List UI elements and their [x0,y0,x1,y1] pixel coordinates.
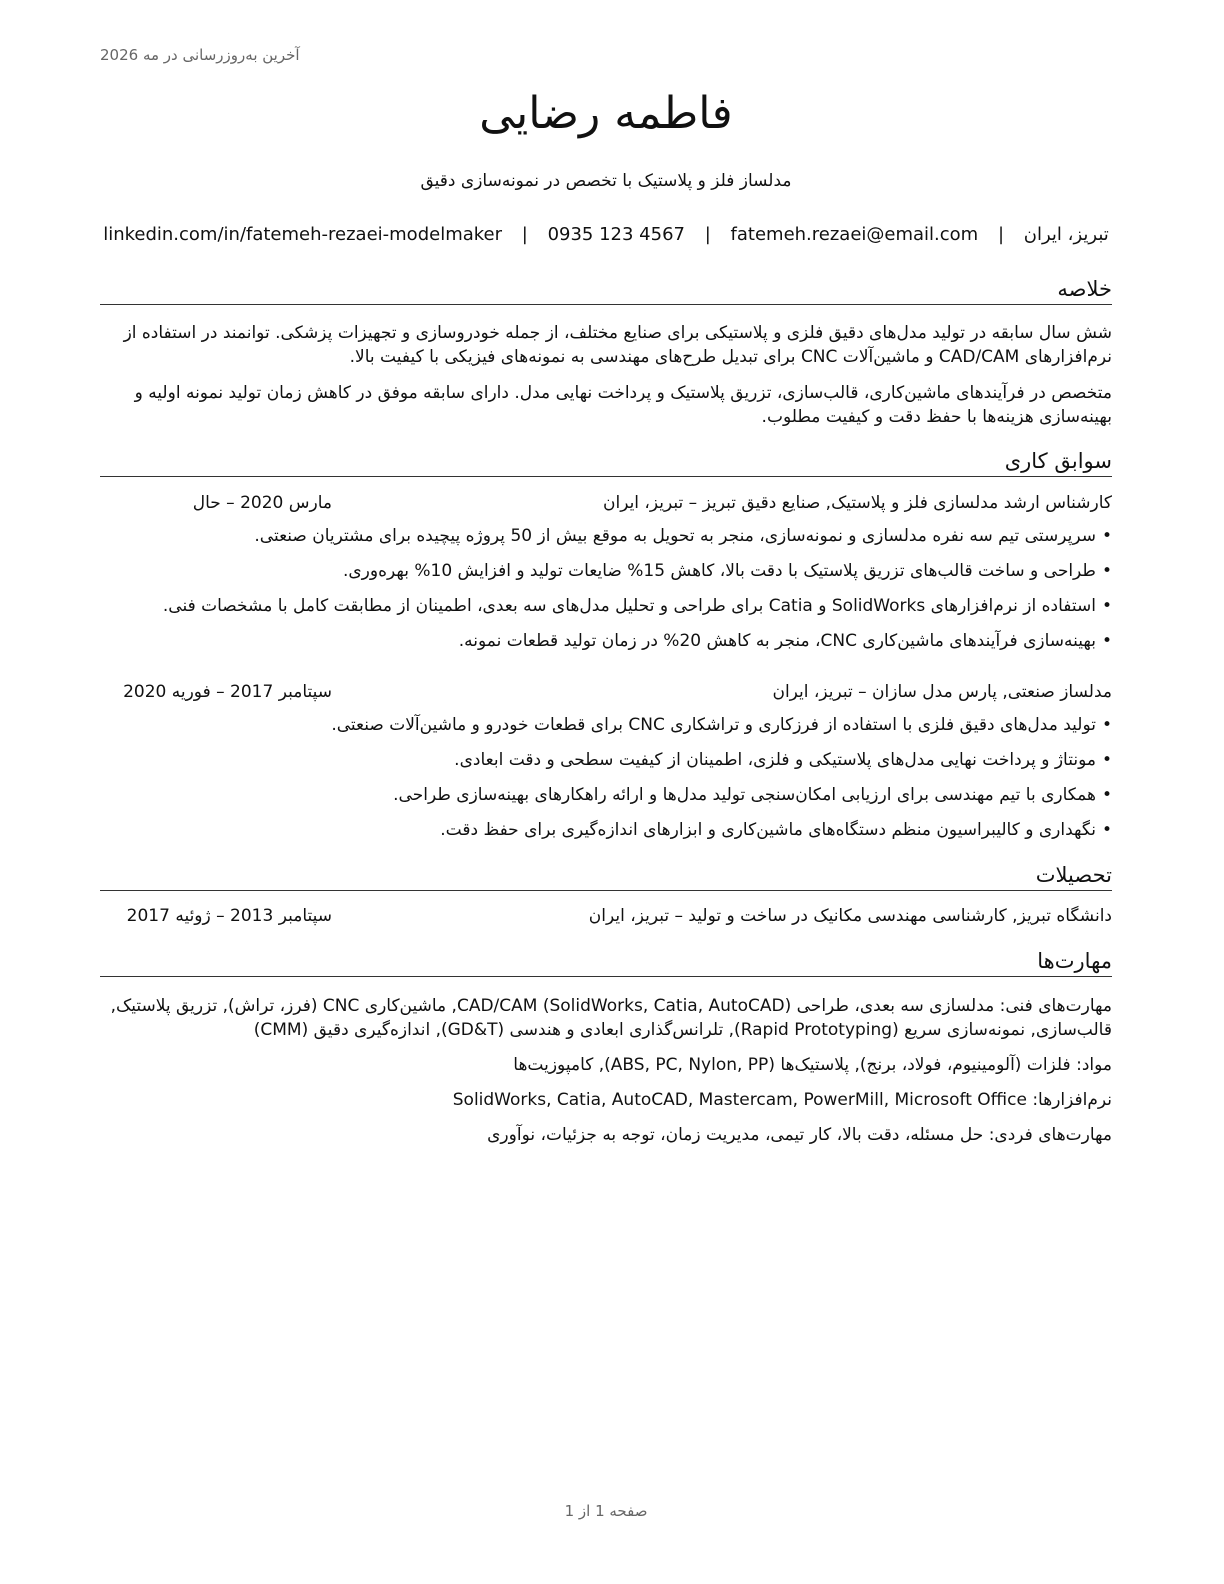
job-header [100,493,1112,519]
job-bullet: • نگهداری و کالیبراسیون منظم دستگاه‌های ماشین‌کاری و ابزارهای اندازه‌گیری برای حفظ دقت. [440,818,1112,842]
resume-page [100,0,1112,1584]
contact-separator: | [997,224,1005,245]
section-title-experience: سوابق کاری [100,448,1112,477]
job-bullet: • مونتاژ و پرداخت نهایی مدل‌های پلاستیکی و فلزی، اطمینان از کیفیت سطحی و دقت ابعادی. [454,748,1112,772]
contact-separator: | [521,224,528,245]
skills-item: مهارت‌های فنی: مدلسازی سه بعدی، طراحی CAD/CAM (SolidWorks, Catia, AutoCAD), ماشین‌کاری CNC (فرز، تراش), تزریق پلاستیک, قالب‌سازی, نمونه‌سازی سریع (Rapid Prototyping), تلرانس‌گذاری ابعادی و هندسی (GD&T), اندازه‌گیری دقیق (CMM) [110,996,1112,1040]
job-bullet: • سرپرستی تیم سه نفره مدلسازی و نمونه‌سازی، منجر به تحویل به موقع بیش از 50 پروژه پیچیده برای مشتریان صنعتی. [254,524,1112,548]
last-updated: آخرین به‌روزرسانی در مه 2026 [100,46,300,64]
job-bullet: • تولید مدل‌های دقیق فلزی با استفاده از فرزکاری و تراشکاری CNC برای قطعات خودرو و ماشین‌آلات صنعتی. [331,713,1112,737]
job-role: کارشناس ارشد مدلسازی فلز و پلاستیک, صنایع دقیق تبریز – تبریز، ایران [602,493,1112,513]
job-bullet: • بهینه‌سازی فرآیندهای ماشین‌کاری CNC، منجر به کاهش 20% در زمان تولید قطعات نمونه. [459,629,1112,653]
section-title-skills: مهارت‌ها [100,948,1112,977]
job-header [100,682,1112,708]
skills-item: مواد: فلزات (آلومینیوم، فولاد، برنج), پلاستیک‌ها (ABS, PC, Nylon, PP), کامپوزیت‌ها [513,1055,1112,1075]
education-degree: دانشگاه تبریز, کارشناسی مهندسی مکانیک در ساخت و تولید – تبریز، ایران [588,906,1112,926]
section-title-education: تحصیلات [100,862,1112,891]
job-bullet: • همکاری با تیم مهندسی برای ارزیابی امکان‌سنجی تولید مدل‌ها و ارائه راهکارهای بهینه‌سازی طراحی. [393,783,1112,807]
job-dates: سپتامبر 2017 – فوریه 2020 [123,682,332,702]
contact-separator: | [704,224,711,245]
contact-phone[interactable]: 0935 123 4567 [547,224,685,245]
page-footer: صفحه 1 از 1 [564,1502,648,1520]
contact-linkedin[interactable]: linkedin.com/in/fatemeh-rezaei-modelmaker [103,224,503,245]
job-dates: مارس 2020 – حال [192,493,332,513]
job-bullet: • استفاده از نرم‌افزارهای SolidWorks و Catia برای طراحی و تحلیل مدل‌های سه بعدی، اطمینان از مطابقت کامل با مشخصات فنی. [163,594,1112,618]
education-dates: سپتامبر 2013 – ژوئیه 2017 [126,906,332,926]
contact-line [100,224,1112,245]
contact-email[interactable]: fatemeh.rezaei@email.com [730,224,979,245]
education-entry [100,906,1112,932]
job-bullet: • طراحی و ساخت قالب‌های تزریق پلاستیک با دقت بالا، کاهش 15% ضایعات تولید و افزایش 10% بهره‌وری. [343,559,1112,583]
section-title-summary: خلاصه [100,276,1112,305]
skills-item: نرم‌افزارها: SolidWorks, Catia, AutoCAD, Mastercam, PowerMill, Microsoft Office [452,1090,1112,1110]
candidate-tagline: مدلساز فلز و پلاستیک با تخصص در نمونه‌سازی دقیق [420,171,792,191]
job-role: مدلساز صنعتی, پارس مدل سازان – تبریز، ایران [772,682,1112,702]
summary-paragraph: شش سال سابقه در تولید مدل‌های دقیق فلزی و پلاستیکی برای صنایع مختلف، از جمله خودروسازی و تجهیزات پزشکی. توانمند در استفاده از نرم‌افزارهای CAD/CAM و ماشین‌آلات CNC برای تبدیل طرح‌های مهندسی به نمونه‌های فیزیکی با کیفیت بالا. [123,323,1112,367]
summary-paragraph: متخصص در فرآیندهای ماشین‌کاری، قالب‌سازی، تزریق پلاستیک و پرداخت نهایی مدل. دارای سابقه موفق در کاهش زمان تولید نمونه اولیه و بهینه‌سازی هزینه‌ها با حفظ دقت و کیفیت مطلوب. [134,383,1112,427]
skills-item: مهارت‌های فردی: حل مسئله، دقت بالا، کار تیمی، مدیریت زمان، توجه به جزئیات، نوآوری [487,1125,1112,1145]
candidate-name: فاطمه رضایی [479,88,733,139]
contact-location: تبریز، ایران [1023,224,1109,245]
